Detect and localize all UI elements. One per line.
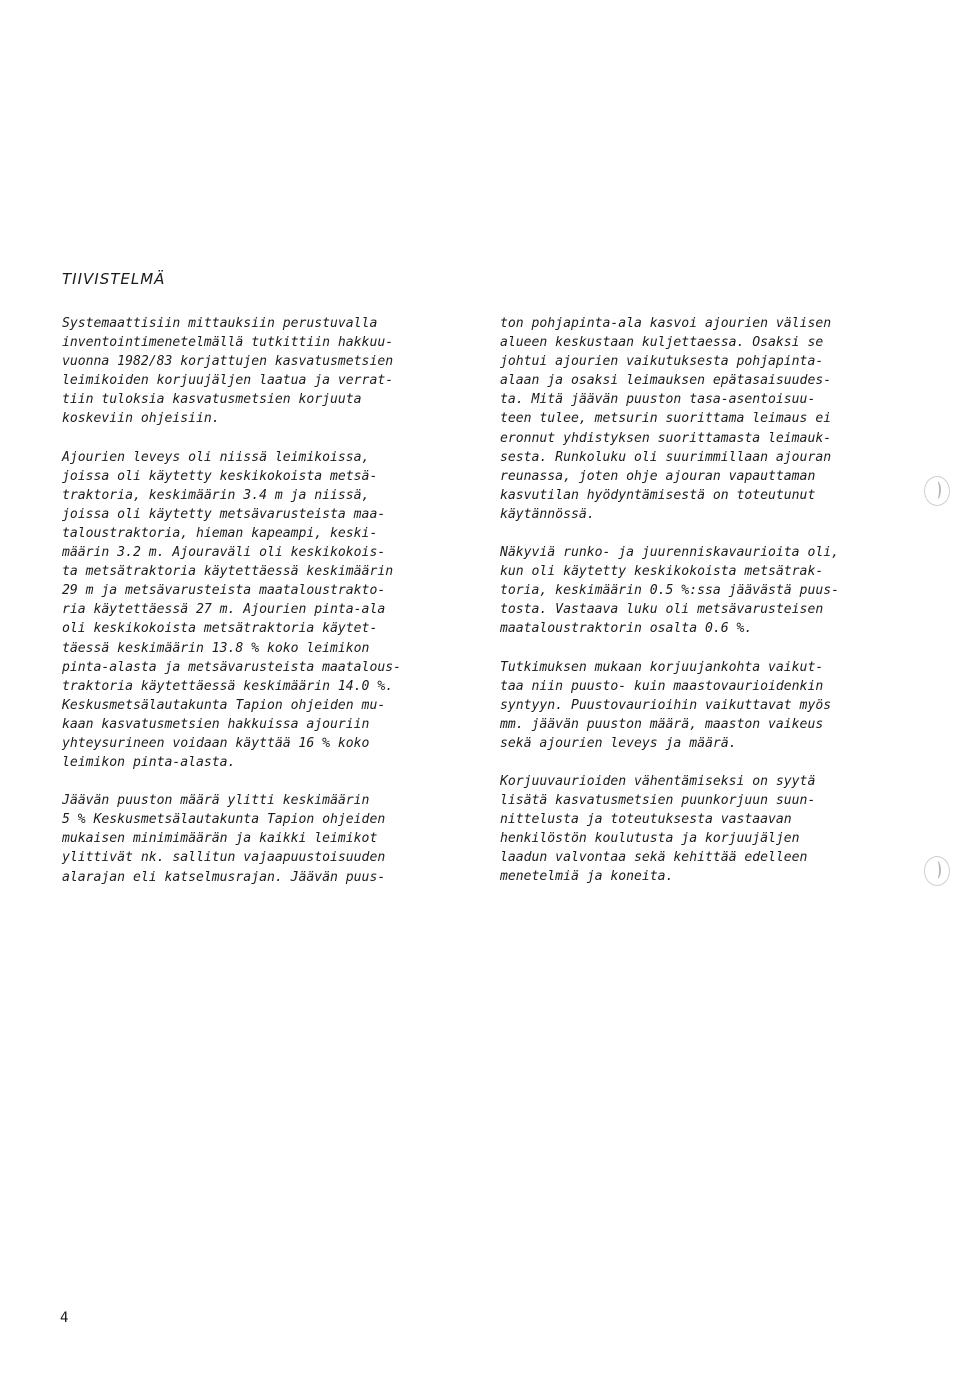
paragraph-intro: Systemaattisiin mittauksiin perustuvalla inventointimenetelmällä tutkittiin hakkuu- vuonna 1982/83 korjattujen kasvatusmetsien leimikoiden korjuujäljen laatua ja verrat- tiin tuloksia kasvatusmetsien korjuuta koskeviin ohjeisiin. [62,316,394,427]
paragraph-ajourat: Ajourien leveys oli niissä leimikoissa, joissa oli käytetty keskikokoista metsä- traktoria, keskimäärin 3.4 m ja niissä, joissa oli käytetty metsävarusteista maa- taloustraktoria, hieman kapeampi, keski- määrin 3.2 m. Ajouraväli oli keskikokois- ta metsätraktoria käytettäessä keskimäärin 29 m ja metsävarusteista maataloustrakto- ria käytettäessä 27 m. Ajourien pinta-ala oli keskikokoista metsätraktoria käytet- täessä keskimäärin 13.8 % koko leimikon pinta-alasta ja metsävarusteista maatalous- traktoria käytettäessä keskimäärin 14.0 %. Keskusmetsälautakunta Tapion ohjeiden mu- kaan kasvatusmetsien hakkuissa ajouriin yhteysurineen voidaan käyttää 16 % koko leimikon pinta-alasta. [62,449,401,771]
page-title: TIIVISTELMÄ [62,270,166,288]
paragraph-pohjapinta-ala: ton pohjapinta-ala kasvoi ajourien välisen alueen keskustaan kuljettaessa. Osaksi se johtui ajourien vaikutuksesta pohjapinta- alaan ja osaksi leimauksen epätasaisuudes- ta. Mitä jäävän puuston tasa-asentoisuu- teen tulee, metsurin suorittama leimaus ei eronnut yhdistyksen suorittamasta leimauk- sesta. Runkoluku oli suurimmillaan ajouran reunassa, joten ohje ajouran vapauttaman kasvutilan hyödyntämisestä on toteutunut käytännössä. [500,316,832,522]
paragraph-korjuuajankohta: Tutkimuksen mukaan korjuujankohta vaikut- taa niin puusto- kuin maastovaurioidenkin syntyyn. Puustovaurioihin vaikuttavat myös mm. jäävän puuston määrä, maaston vaikeus sekä ajourien leveys ja määrä. [500,659,832,751]
left-column [62,314,474,906]
binding-hole-mark [924,476,950,506]
paragraph-vauriot: Näkyviä runko- ja juurenniskavaurioita oli, kun oli käytetty keskikokoista metsätrak- toria, keskimäärin 0.5 %:ssa jäävästä puus- tosta. Vastaava luku oli metsävarusteisen maataloustraktorin osalta 0.6 %. [500,545,839,637]
binding-hole-mark [924,856,950,886]
paragraph-suositukset: Korjuuvaurioiden vähentämiseksi on syytä lisätä kasvatusmetsien puunkorjuun suun- nittelusta ja toteutuksesta vastaavan henkilöstön koulutusta ja korjuujäljen laadun valvontaa sekä kehittää edelleen menetelmiä ja koneita. [500,773,816,885]
right-column [500,314,905,906]
page-number: 4 [60,1310,69,1326]
paragraph-jaava-puusto: Jäävän puuston määrä ylitti keskimäärin 5 % Keskusmetsälautakunta Tapion ohjeiden mukaisen minimimäärän ja kaikki leimikot ylittivät nk. sallitun vajaapuustoisuuden alarajan eli katselmusrajan. Jäävän puus- [62,793,386,885]
